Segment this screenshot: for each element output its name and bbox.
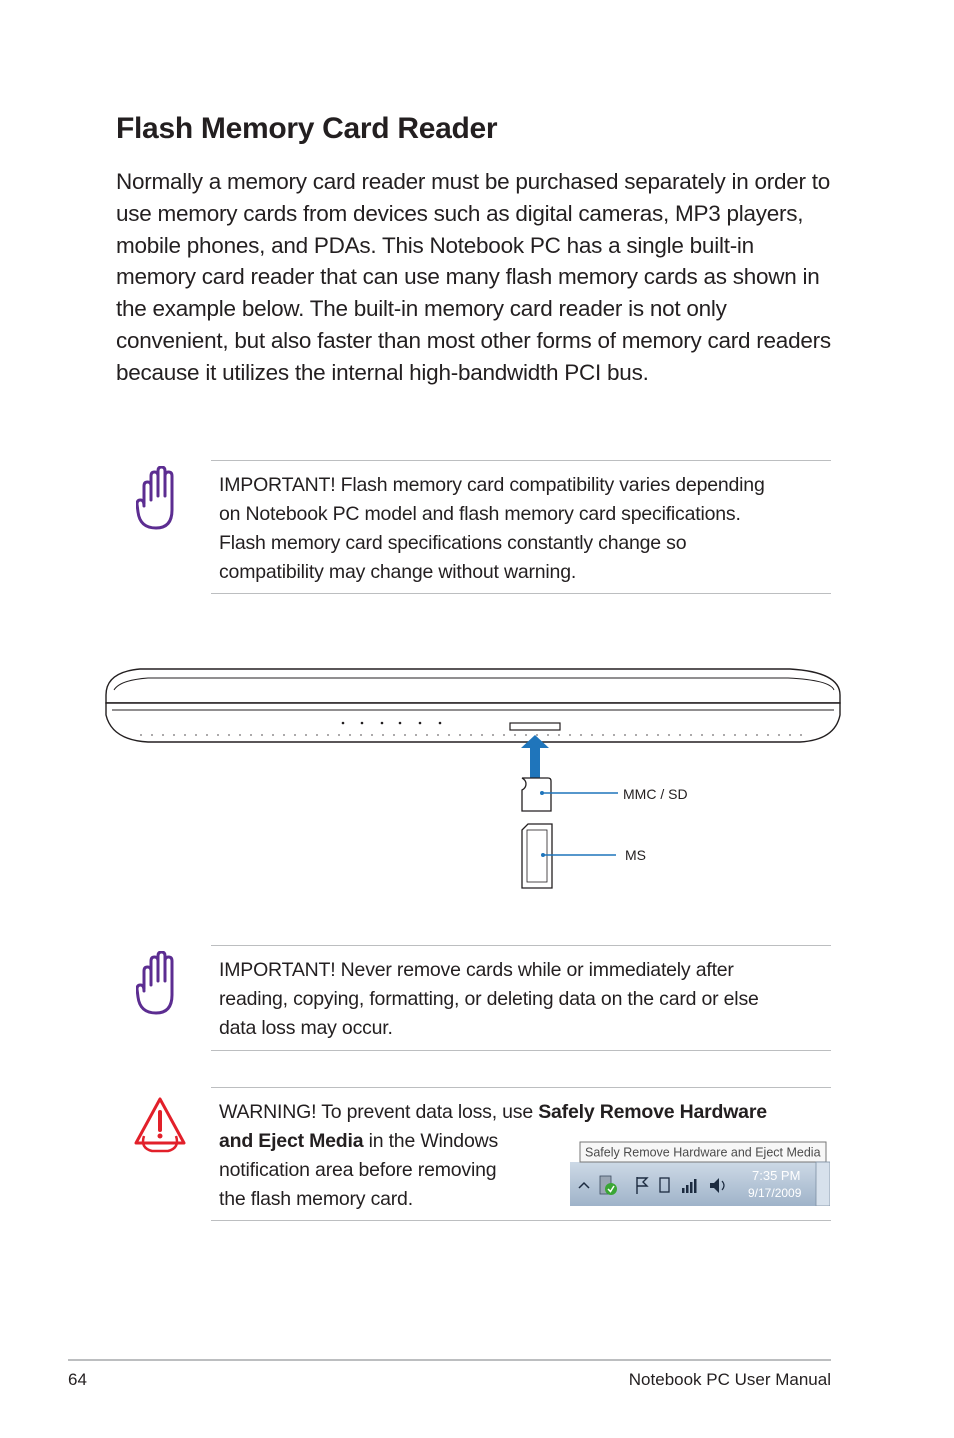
windows-tray-screenshot [570,1140,830,1206]
tray-date: 9/17/2009 [748,1186,802,1200]
intro-paragraph: Normally a memory card reader must be purchased separately in order to use memory cards from devices such as digital cameras, MP3 players, mobile phones, and PDAs. This Notebook PC has a single built-in memory card reader that can use many flash memory cards as shown in the example below. The built-in memory card reader is not only convenient, but also faster than most other forms of memory card readers because it utilizes the internal high-bandwidth PCI bus. [116,169,831,385]
page-number: 64 [68,1370,87,1389]
note-line: IMPORTANT! Flash memory card compatibility varies depending [219,474,765,496]
footer-manual-title: Notebook PC User Manual [628,1370,831,1389]
warning-text: the flash memory card. [219,1188,413,1210]
warning-bold: Safely Remove Hardware [538,1101,767,1123]
page-title: Flash Memory Card Reader [116,112,498,145]
note-line: data loss may occur. [219,1017,393,1039]
footer-rule [68,1359,831,1361]
notebook-card-reader-diagram [100,660,845,900]
important-note-removal [211,945,831,1051]
label-mmc-sd: MMC / SD [623,786,688,802]
notebook-front-illustration [106,669,840,742]
warning-bold: and Eject Media [219,1130,364,1152]
warning-text: notification area before removing [219,1159,497,1181]
sd-card-illustration [522,778,551,811]
hand-stop-icon [136,951,180,1017]
warning-hand-icon [134,1096,186,1154]
safely-remove-icon [605,1183,617,1195]
note-line: compatibility may change without warning. [219,561,577,583]
note-line: IMPORTANT! Never remove cards while or immediately after [219,959,734,981]
label-ms: MS [625,847,646,863]
ms-card-illustration [522,824,552,888]
important-note-compatibility [211,460,831,594]
tooltip-text: Safely Remove Hardware and Eject Media [585,1145,821,1160]
note-line: on Notebook PC model and flash memory card specifications. [219,503,741,525]
hand-stop-icon [136,466,180,532]
warning-text: in the Windows [363,1130,499,1152]
warning-text: WARNING! To prevent data loss, use [219,1101,539,1123]
note-line: reading, copying, formatting, or deleting data on the card or else [219,988,759,1010]
note-line: Flash memory card specifications constantly change so [219,532,687,554]
tray-time: 7:35 PM [752,1168,801,1183]
